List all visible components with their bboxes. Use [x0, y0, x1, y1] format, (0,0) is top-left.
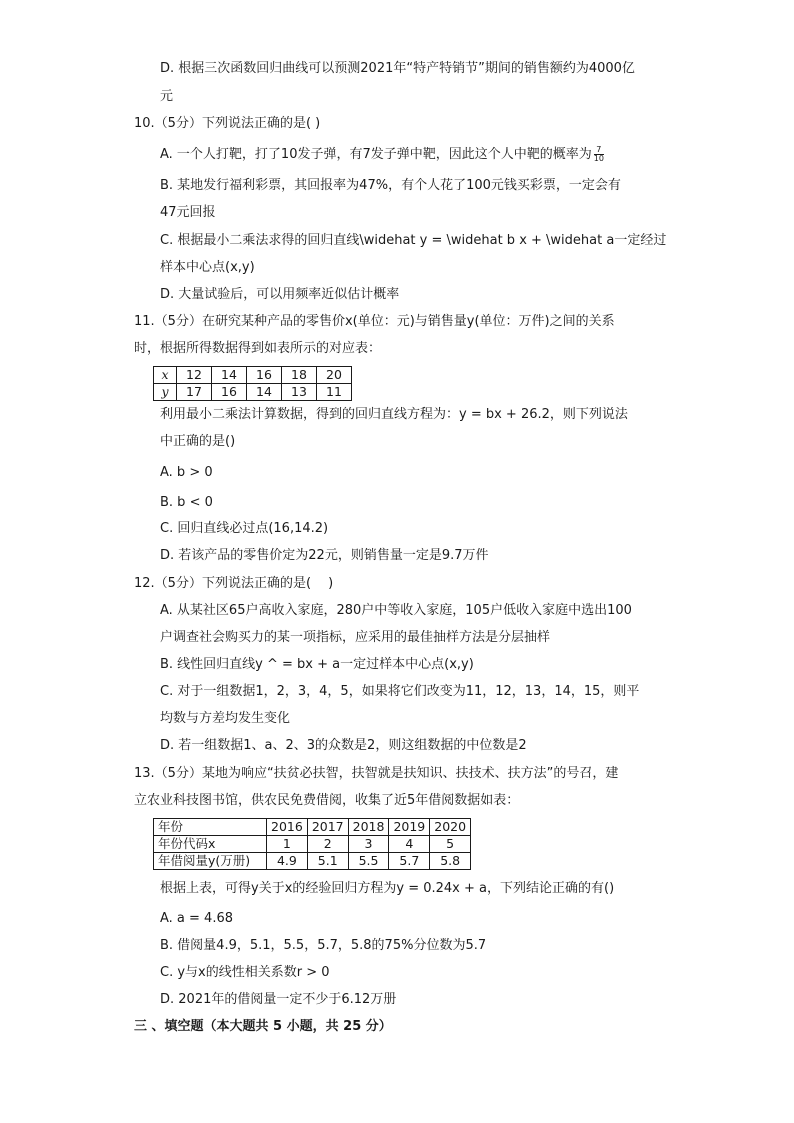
q11-stem-line2: 时，根据所得数据得到如表所示的对应表：: [134, 341, 382, 356]
q12-stem: 12.（5分）下列说法正确的是( ): [134, 576, 334, 591]
table-cell: 12: [177, 367, 212, 384]
q10-option-a: [160, 146, 604, 164]
q11-after-table-line2: 中正确的是(): [160, 434, 236, 449]
table-cell: 13: [282, 384, 317, 401]
table-row: [154, 384, 352, 401]
q10-stem: 10.（5分）下列说法正确的是( ): [134, 116, 321, 131]
table-row: [154, 853, 471, 870]
q12-option-b: B. 线性回归直线y ^ = bx + a一定过样本中心点(x,y): [160, 657, 474, 672]
q13-stem-line2: 立农业科技图书馆，供农民免费借阅，收集了近5年借阅数据如表：: [134, 793, 520, 808]
q13-data-table: [153, 818, 471, 870]
q13-option-c: C. y与x的线性相关系数r > 0: [160, 965, 330, 980]
table-cell: 2020: [430, 819, 471, 836]
q12-option-c-line2: 均数与方差均发生变化: [160, 711, 291, 726]
q10-option-a-fraction: $\frac{7}{10}$: [593, 145, 604, 163]
q13-option-a: A. a = 4.68: [160, 911, 233, 926]
table-cell: 年份代码x: [154, 836, 267, 853]
q12-option-d: D. 若一组数据1、a、2、3的众数是2，则这组数据的中位数是2: [160, 738, 527, 753]
table-cell: 14: [212, 367, 247, 384]
table-cell: 18: [282, 367, 317, 384]
q10-option-d: D. 大量试验后，可以用频率近似估计概率: [160, 287, 400, 302]
table-cell: 2016: [267, 819, 308, 836]
table-cell: 14: [247, 384, 282, 401]
q12-option-a-line1: A. 从某社区65户高收入家庭，280户中等收入家庭，105户低收入家庭中选出100: [160, 603, 632, 618]
q12-option-a-line2: 户调查社会购买力的某一项指标，应采用的最佳抽样方法是分层抽样: [160, 630, 551, 645]
table-cell: 16: [212, 384, 247, 401]
table-cell: 16: [247, 367, 282, 384]
q13-option-d: D. 2021年的借阅量一定不少于6.12万册: [160, 992, 397, 1007]
q11-option-c: C. 回归直线必过点(16,14.2): [160, 521, 329, 536]
table-cell: 5.5: [348, 853, 389, 870]
q10-option-a-text: A. 一个人打靶，打了10发子弹，有7发子弹中靶，因此这个人中靶的概率为: [160, 147, 592, 162]
q11-option-a: A. b > 0: [160, 465, 213, 480]
table-cell: 年份: [154, 819, 267, 836]
table-cell: y: [154, 384, 177, 401]
table-cell: 11: [317, 384, 352, 401]
table-cell: 2019: [389, 819, 430, 836]
q13-stem-line1: 13.（5分）某地为响应“扶贫必扶智，扶智就是扶知识、扶技术、扶方法”的号召，建: [134, 766, 619, 781]
table-cell: 20: [317, 367, 352, 384]
table-cell: 2018: [348, 819, 389, 836]
q9-option-d-line1: D. 根据三次函数回归曲线可以预测2021年“特产特销节”期间的销售额约为4000亿: [160, 61, 635, 76]
q11-stem-line1: 11.（5分）在研究某种产品的零售价x(单位：元)与销售量y(单位：万件)之间的关系: [134, 314, 615, 329]
q11-data-table: [153, 366, 352, 401]
q11-option-b: B. b < 0: [160, 495, 213, 510]
q13-after-table-line1: 根据上表，可得y关于x的经验回归方程为y = 0.24x + a，下列结论正确的有(): [160, 881, 615, 896]
table-cell: 3: [348, 836, 389, 853]
q10-option-c-line1: C. 根据最小二乘法求得的回归直线\widehat y = \widehat b x + \widehat a一定经过: [160, 233, 667, 248]
table-cell: 5.8: [430, 853, 471, 870]
q13-option-b: B. 借阅量4.9，5.1，5.5，5.7，5.8的75%分位数为5.7: [160, 938, 487, 953]
q10-option-c-line2: 样本中心点(x,y): [160, 260, 255, 275]
q11-after-table-line1: 利用最小二乘法计算数据，得到的回归直线方程为：y = bx + 26.2，则下列说法: [160, 407, 628, 422]
table-cell: 5.7: [389, 853, 430, 870]
table-cell: 4: [389, 836, 430, 853]
table-cell: 年借阅量y(万册): [154, 853, 267, 870]
table-row: [154, 819, 471, 836]
table-cell: 5.1: [307, 853, 348, 870]
table-cell: x: [154, 367, 177, 384]
q9-option-d-line2: 元: [160, 89, 174, 104]
table-cell: 2017: [307, 819, 348, 836]
table-cell: 1: [267, 836, 308, 853]
q10-option-b-line2: 47元回报: [160, 205, 216, 220]
table-cell: 5: [430, 836, 471, 853]
table-row: [154, 367, 352, 384]
section-3-heading: 三 、填空题（本大题共 5 小题，共 25 分）: [134, 1019, 392, 1034]
q10-option-b-line1: B. 某地发行福利彩票，其回报率为47%，有个人花了100元钱买彩票，一定会有: [160, 178, 621, 193]
table-cell: 4.9: [267, 853, 308, 870]
table-cell: 17: [177, 384, 212, 401]
table-row: [154, 836, 471, 853]
q11-option-d: D. 若该产品的零售价定为22元，则销售量一定是9.7万件: [160, 548, 489, 563]
table-cell: 2: [307, 836, 348, 853]
q12-option-c-line1: C. 对于一组数据1，2，3，4，5，如果将它们改变为11，12，13，14，15，则平: [160, 684, 640, 699]
